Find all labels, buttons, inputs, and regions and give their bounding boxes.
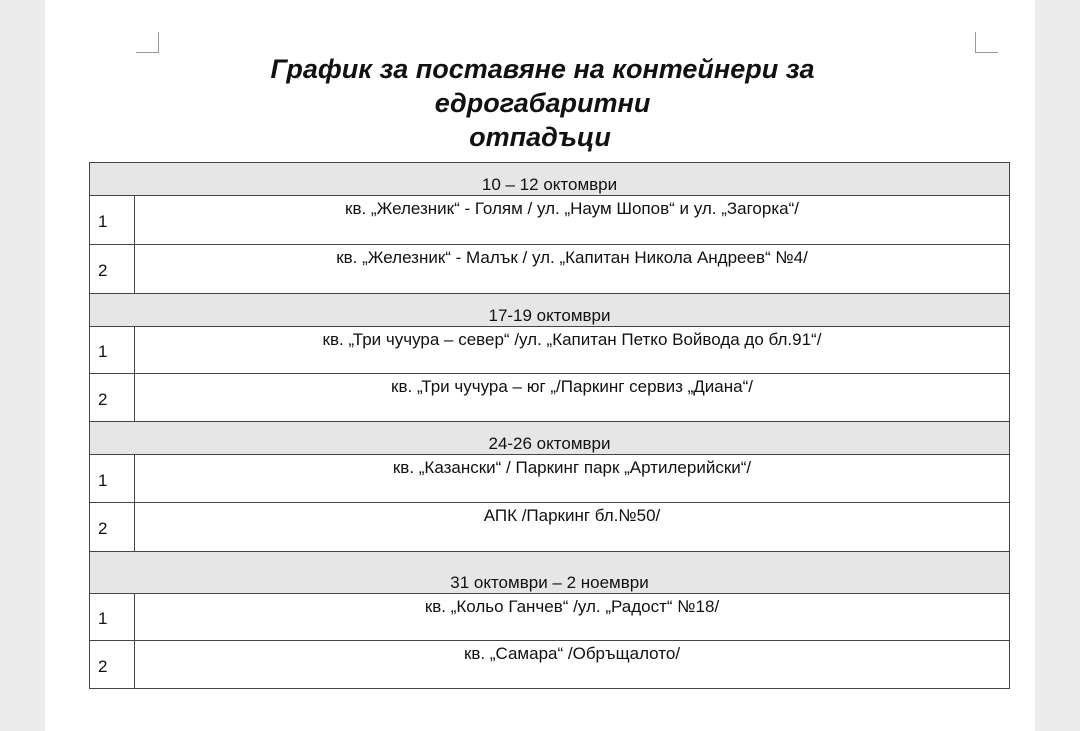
table-row [90, 455, 1010, 503]
period-header-row [90, 422, 1010, 455]
row-number: 2 [90, 503, 135, 552]
table-row [90, 503, 1010, 552]
period-header: 17-19 октомври [90, 294, 1010, 327]
row-number: 2 [90, 374, 135, 422]
period-header: 31 октомври – 2 ноември [90, 552, 1010, 594]
row-address: кв. „Кольо Ганчев“ /ул. „Радост“ №18/ [135, 594, 1010, 641]
document-page [45, 0, 1035, 731]
title-line-2: отпадъци [469, 122, 611, 152]
row-address: кв. „Три чучура – юг „/Паркинг сервиз „Диана“/ [135, 374, 1010, 422]
table-row [90, 327, 1010, 374]
margin-corner-top-left [136, 32, 159, 53]
row-number: 1 [90, 594, 135, 641]
row-address: кв. „Железник“ - Малък / ул. „Капитан Никола Андреев“ №4/ [135, 245, 1010, 294]
period-header: 24-26 октомври [90, 422, 1010, 455]
row-number: 1 [90, 327, 135, 374]
period-header: 10 – 12 октомври [90, 163, 1010, 196]
row-number: 2 [90, 641, 135, 689]
period-header-row [90, 163, 1010, 196]
row-address: АПК /Паркинг бл.№50/ [135, 503, 1010, 552]
table-row [90, 374, 1010, 422]
table-row [90, 641, 1010, 689]
table-row [90, 245, 1010, 294]
row-number: 2 [90, 245, 135, 294]
row-number: 1 [90, 455, 135, 503]
table-row [90, 196, 1010, 245]
row-number: 1 [90, 196, 135, 245]
row-address: кв. „Железник“ - Голям / ул. „Наум Шопов“ и ул. „Загорка“/ [135, 196, 1010, 245]
table-row [90, 594, 1010, 641]
row-address: кв. „Три чучура – север“ /ул. „Капитан Петко Войвода до бл.91“/ [135, 327, 1010, 374]
title-line-1: График за поставяне на контейнери за едрогабаритни [270, 54, 815, 118]
period-header-row [90, 294, 1010, 327]
period-header-row [90, 552, 1010, 594]
row-address: кв. „Самара“ /Обръщалото/ [135, 641, 1010, 689]
row-address: кв. „Казански“ / Паркинг парк „Артилерийски“/ [135, 455, 1010, 503]
document-title [165, 52, 905, 154]
margin-corner-top-right [975, 32, 998, 53]
schedule-table [89, 162, 1010, 689]
